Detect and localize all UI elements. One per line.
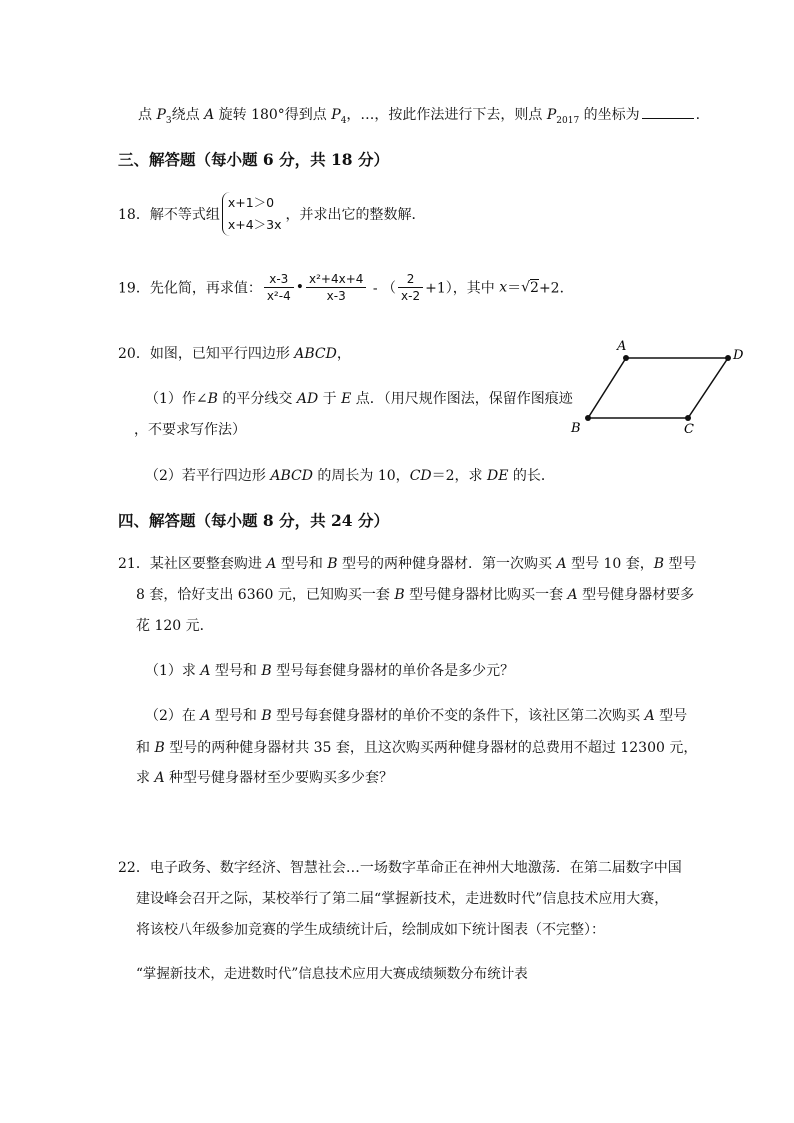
text: 21．某社区要整套购进 <box>118 556 267 572</box>
q20-part2 <box>145 465 555 485</box>
denominator: x-3 <box>326 289 346 303</box>
text: （2）在 <box>145 708 201 724</box>
text: 点 <box>138 107 157 123</box>
text: ，…，按此作法进行下去，则点 <box>346 107 547 123</box>
parallelogram-figure <box>560 334 760 438</box>
numerator: x-3 <box>264 272 294 288</box>
segment-cd: CD <box>409 468 432 484</box>
type-b: B <box>261 663 272 679</box>
text: 点．（用尺规作图法，保留作图痕迹 <box>351 391 573 407</box>
type-a: A <box>200 663 211 679</box>
type-b: B <box>154 740 165 756</box>
text: 型号和 <box>210 663 262 679</box>
fraction-2 <box>306 272 366 303</box>
answer-blank[interactable] <box>642 106 694 119</box>
inequality-1: x+1＞0 <box>227 195 275 210</box>
text: 型号的两种健身器材共 35 套，且这次购买两种健身器材的总费用不超过 12300 元， <box>164 740 698 756</box>
text: 型号 <box>654 708 688 724</box>
text: 和 <box>136 740 155 756</box>
text: 型号每套健身器材的单价不变的条件下，该社区第二次购买 <box>271 708 645 724</box>
text: 绕点 <box>171 107 205 123</box>
text: 旋转 180°得到点 <box>214 107 332 123</box>
question-19 <box>118 272 574 303</box>
text: . <box>695 107 701 123</box>
denominator: x²-4 <box>266 289 291 303</box>
radicand: 2 <box>530 279 539 296</box>
q22-line2: 建设峰会召开之际，某校举行了第二届“掌握新技术，走进数时代”信息技术应用大赛， <box>136 891 669 907</box>
section-3-title: 三、解答题（每小题 6 分，共 18 分） <box>118 150 389 169</box>
fraction-1 <box>264 272 294 303</box>
q21-line1 <box>118 553 697 573</box>
text: 型号和 <box>276 556 328 572</box>
text: +2． <box>538 280 574 297</box>
inequality-system <box>222 192 282 236</box>
text: 型号的两种健身器材．第一次购买 <box>337 556 557 572</box>
text: 型号健身器材比购买一套 <box>404 587 568 603</box>
type-a: A <box>200 708 211 724</box>
text: （2）若平行四边形 <box>145 468 271 484</box>
type-a: A <box>567 587 578 603</box>
subscript: 2017 <box>556 115 580 126</box>
text: 8 套，恰好支出 6360 元，已知购买一套 <box>136 587 395 603</box>
q21-line3: 花 120 元． <box>136 618 214 634</box>
label-a: A <box>617 339 627 354</box>
label-b: B <box>571 421 581 436</box>
point-e: E <box>341 391 352 407</box>
q17-tail-line <box>138 104 700 126</box>
dot: • <box>295 279 304 296</box>
point-a: A <box>204 107 215 123</box>
subscript: 3 <box>165 115 172 126</box>
type-a: A <box>644 708 655 724</box>
variable-x: x <box>499 279 508 296</box>
segment-ad: AD <box>296 391 319 407</box>
text: 型号 10 套， <box>566 556 654 572</box>
type-a: A <box>266 556 277 572</box>
vertex-c <box>685 415 691 421</box>
equals: ＝ <box>507 280 522 297</box>
text: 的坐标为 <box>579 107 640 123</box>
label-c: C <box>684 422 694 437</box>
fraction-3 <box>398 272 423 303</box>
text: 型号健身器材要多 <box>577 587 695 603</box>
sqrt-symbol: √2 <box>521 279 539 296</box>
q19-prompt: 19．先化简，再求值： <box>118 280 262 297</box>
text: 的长． <box>508 468 555 484</box>
q18-prompt: 18．解不等式组 <box>118 207 220 223</box>
text: 型号每套健身器材的单价各是多少元？ <box>271 663 515 679</box>
label-d: D <box>733 348 744 363</box>
inequality-2: x+4＞3x <box>227 217 282 232</box>
text: 的平分线交 <box>217 391 297 407</box>
q22-line3: 将该校八年级参加竞赛的学生成绩统计后，绘制成如下统计图表（不完整）： <box>136 922 605 938</box>
text: +1），其中 <box>425 280 500 297</box>
text: 型号和 <box>210 708 262 724</box>
type-b: B <box>327 556 338 572</box>
text: 型号 <box>664 556 697 572</box>
shape-name: ABCD <box>270 468 313 484</box>
q18-tail: ，并求出它的整数解． <box>285 207 426 223</box>
point-p2017: P <box>546 107 557 123</box>
text: 求 <box>136 770 155 786</box>
vertex-d <box>725 355 731 361</box>
question-18 <box>118 192 426 236</box>
vertex-b <box>585 415 591 421</box>
parallelogram-abcd <box>588 358 728 418</box>
point-p3: P <box>156 107 166 123</box>
q20-part1 <box>145 388 573 408</box>
text: （1）作∠ <box>145 391 208 407</box>
q22-line1: 22．电子政务、数字经济、智慧社会…一场数字革命正在神州大地激荡．在第二届数字中国 <box>118 860 682 876</box>
q21-sub2-line3 <box>136 767 393 787</box>
segment-de: DE <box>486 468 509 484</box>
section-4-title: 四、解答题（每小题 8 分，共 24 分） <box>118 511 389 530</box>
frequency-table-title: “掌握新技术，走进数时代”信息技术应用大赛成绩频数分布统计表 <box>136 966 528 982</box>
numerator: x²+4x+4 <box>306 272 366 288</box>
type-b: B <box>261 708 272 724</box>
angle-b: B <box>207 391 218 407</box>
text: 20．如图，已知平行四边形 <box>118 346 295 362</box>
text: ＝2，求 <box>431 468 487 484</box>
text: ， <box>336 346 351 362</box>
subscript: 4 <box>340 115 347 126</box>
minus: - （ <box>368 280 397 297</box>
text: 于 <box>318 391 342 407</box>
q20-part1-line2: ，不要求写作法） <box>134 422 246 438</box>
vertex-a <box>623 355 629 361</box>
point-p4: P <box>331 107 341 123</box>
type-b: B <box>394 587 405 603</box>
shape-name: ABCD <box>294 346 337 362</box>
denominator: x-2 <box>401 289 421 303</box>
type-b: B <box>653 556 665 572</box>
type-a: A <box>556 556 567 572</box>
question-20-line1 <box>118 343 351 363</box>
q21-line2 <box>136 584 694 604</box>
numerator: 2 <box>398 272 423 288</box>
text: 的周长为 10， <box>312 468 410 484</box>
q21-sub1 <box>145 660 514 680</box>
type-a: A <box>154 770 165 786</box>
q21-sub2-line2 <box>136 737 697 757</box>
q21-sub2-line1 <box>145 705 687 725</box>
text: 种型号健身器材至少要购买多少套？ <box>164 770 394 786</box>
text: （1）求 <box>145 663 201 679</box>
